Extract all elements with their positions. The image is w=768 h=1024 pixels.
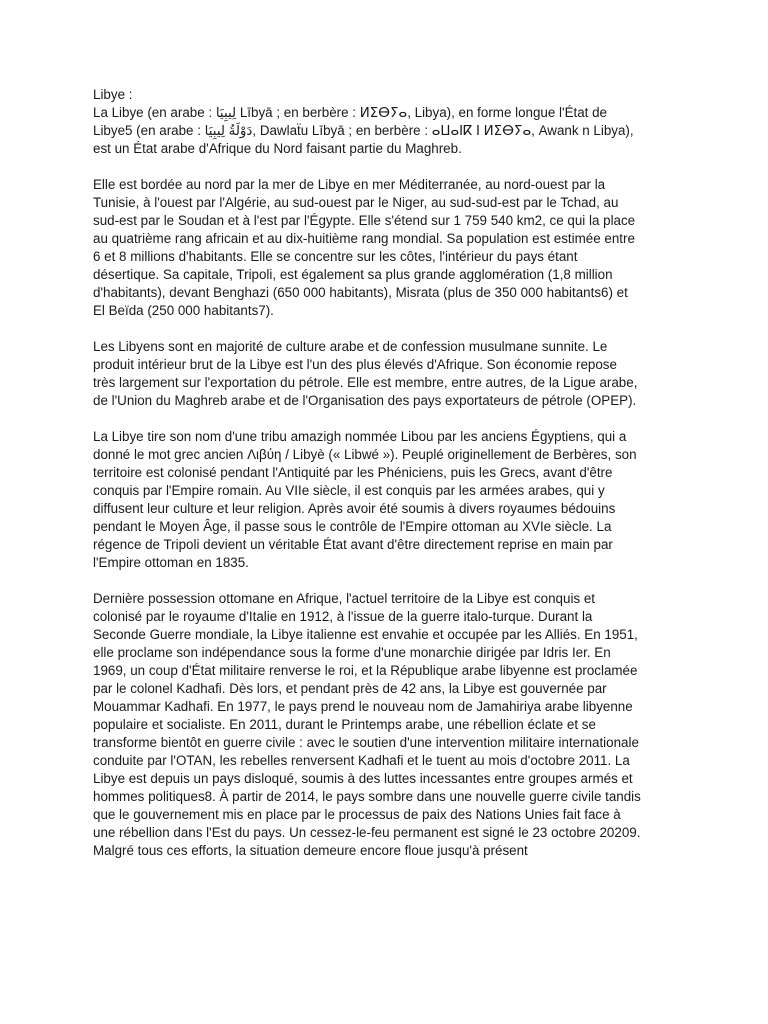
text-line: au quatrième rang africain et au dix-huitième rang mondial. Sa population est estimée entre xyxy=(93,231,635,246)
text-line: par le colonel Kadhafi. Dès lors, et pendant près de 42 ans, la Libye est gouvernée par xyxy=(93,681,607,696)
text-line: hommes politiques8. À partir de 2014, le pays sombre dans une nouvelle guerre civile tandis xyxy=(93,789,641,804)
text-line: El Beïda (250 000 habitants7). xyxy=(93,303,274,318)
text-line: conduite par l'OTAN, les rebelles renversent Kadhafi et le tuent au mois d'octobre 2011. La xyxy=(93,753,630,768)
text-line: que le gouvernement mis en place par le processus de paix des Nations Unies fait face à xyxy=(93,807,621,822)
text-line: Les Libyens sont en majorité de culture arabe et de confession musulmane sunnite. Le xyxy=(93,339,608,354)
text-line: est un État arabe d'Afrique du Nord faisant partie du Maghreb. xyxy=(93,141,462,156)
paragraph-history-ancient xyxy=(93,428,683,572)
text-line: La Libye (en arabe : لِيبِيَا Lībyā ; en berbère : ⵍⵉⴱⵢⴰ, Libya), en forme longue l'État de xyxy=(93,105,608,120)
paragraph-history-modern xyxy=(93,590,683,860)
text-line: territoire est colonisé pendant l'Antiquité par les Phéniciens, puis les Grecs, avant d'être xyxy=(93,465,613,480)
text-line: une rébellion dans l'Est du pays. Un cessez-le-feu permanent est signé le 23 octobre 20209. xyxy=(93,825,641,840)
text-line: produit intérieur brut de la Libye est l'un des plus élevés d'Afrique. Son économie repose xyxy=(93,357,617,372)
text-line: sud-est par le Soudan et à l'est par l'Égypte. Elle s'étend sur 1 759 540 km2, ce qui la place xyxy=(93,213,636,228)
text-line: conquis par l'Empire romain. Au VIIe siècle, il est conquis par les armées arabes, qui y xyxy=(93,483,605,498)
text-line: désertique. Sa capitale, Tripoli, est également sa plus grande agglomération (1,8 million xyxy=(93,267,613,282)
text-line: très largement sur l'exportation du pétrole. Elle est membre, entre autres, de la Ligue arabe, xyxy=(93,375,638,390)
text-line: Mouammar Kadhafi. En 1977, le pays prend le nouveau nom de Jamahiriya arabe libyenne xyxy=(93,699,633,714)
text-line: La Libye tire son nom d'une tribu amazigh nommée Libou par les anciens Égyptiens, qui a xyxy=(93,429,627,444)
text-line: donné le mot grec ancien Λιβύη / Libyè (« Libwé »). Peuplé originellement de Berbères, son xyxy=(93,447,637,462)
text-line: régence de Tripoli devient un véritable État avant d'être directement reprise en main par xyxy=(93,537,613,552)
text-line: Libye5 (en arabe : دَوْلَةُ لِيبِيَا, Dawlaẗu Lībyā ; en berbère : ⴰⵡⴰⵏⴽ ⵏ ⵍⵉⴱⵢⴰ, Awank n Libya), xyxy=(93,123,634,138)
text-line: populaire et socialiste. En 2011, durant le Printemps arabe, une rébellion éclate et se xyxy=(93,717,596,732)
text-line: 6 et 8 millions d'habitants. Elle se concentre sur les côtes, l'intérieur du pays étant xyxy=(93,249,578,264)
text-line: Seconde Guerre mondiale, la Libye italienne est envahie et occupée par les Alliés. En 1951, xyxy=(93,627,638,642)
document-title: Libye : xyxy=(93,87,133,102)
text-line: Malgré tous ces efforts, la situation demeure encore floue jusqu'à présent xyxy=(93,843,528,858)
text-line: diffusent leur culture et leur religion. Après avoir été soumis à divers royaumes bédouins xyxy=(93,501,616,516)
paragraph-economy xyxy=(93,338,683,410)
paragraph-geography xyxy=(93,176,683,320)
text-line: pendant le Moyen Âge, il passe sous le contrôle de l'Empire ottoman au XVIe siècle. La xyxy=(93,519,612,534)
text-line: Dernière possession ottomane en Afrique, l'actuel territoire de la Libye est conquis et xyxy=(93,591,596,606)
text-line: elle proclame son indépendance sous la forme d'une monarchie dirigée par Idris Ier. En xyxy=(93,645,611,660)
text-line: Libye est depuis un pays disloqué, soumis à des luttes incessantes entre groupes armés et xyxy=(93,771,633,786)
text-line: transforme bientôt en guerre civile : avec le soutien d'une intervention militaire internationale xyxy=(93,735,639,750)
text-line: Elle est bordée au nord par la mer de Libye en mer Méditerranée, au nord-ouest par la xyxy=(93,177,606,192)
paragraph-intro xyxy=(93,104,683,158)
document-body xyxy=(93,86,683,878)
text-line: colonisé par le royaume d'Italie en 1912, à l'issue de la guerre italo-turque. Durant la xyxy=(93,609,593,624)
text-line: Tunisie, à l'ouest par l'Algérie, au sud-ouest par le Niger, au sud-sud-est par le Tchad, au xyxy=(93,195,619,210)
text-line: l'Empire ottoman en 1835. xyxy=(93,555,249,570)
text-line: de l'Union du Maghreb arabe et de l'Organisation des pays exportateurs de pétrole (OPEP). xyxy=(93,393,637,408)
text-line: 1969, un coup d'État militaire renverse le roi, et la République arabe libyenne est proclamée xyxy=(93,663,638,678)
text-line: d'habitants), devant Benghazi (650 000 habitants), Misrata (plus de 350 000 habitants6) et xyxy=(93,285,628,300)
